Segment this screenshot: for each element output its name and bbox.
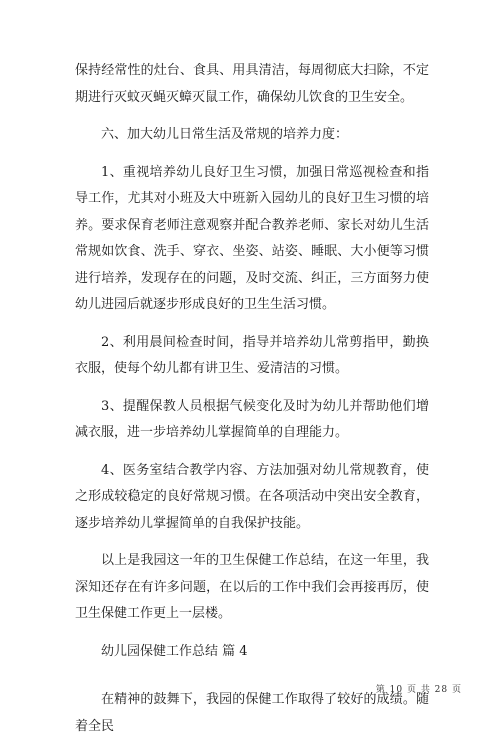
paragraph-item-4: 4、医务室结合教学内容、方法加强对幼儿常规教育，使之形成较稳定的良好常规习惯。在各项活动中突出安全教育，逐步培养幼儿掌握简单的自我保护技能。 <box>75 462 429 531</box>
page-number: 第 10 页 共 28 页 <box>375 685 462 695</box>
paragraph-kitchen-hygiene: 保持经常性的灶台、食具、用具清洁，每周彻底大扫除，不定期进行灭蚊灭蝇灭蟑灭鼠工作，确保幼儿饮食的卫生安全。 <box>75 63 429 105</box>
paragraph-item-3: 3、提醒保教人员根据气候变化及时为幼儿并帮助他们增减衣服，进一步培养幼儿掌握简单的自理能力。 <box>75 398 429 440</box>
paragraph-item-2: 2、利用晨间检查时间，指导并培养幼儿常剪指甲，勤换衣服，使每个幼儿都有讲卫生、爱清洁的习惯。 <box>75 334 429 376</box>
article-title: 幼儿园保健工作总结 篇 4 <box>101 643 248 659</box>
paragraph-summary: 以上是我园这一年的卫生保健工作总结，在这一年里，我深知还存在有许多问题，在以后的工作中我们会再接再厉，使卫生保健工作更上一层楼。 <box>75 553 429 621</box>
paragraph-item-1: 1、重视培养幼儿良好卫生习惯，加强日常巡视检查和指导工作，尤其对小班及大中班新入园幼儿的良好卫生习惯的培养。要求保育老师注意观察并配合教养老师、家长对幼儿生活常规如饮食、洗手、穿衣、坐姿、站姿、睡眠、大小便等习惯进行培养，发现存在的问题，及时交流、纠正，三方面努力使幼儿进园后就逐步形成良好的卫生生活习惯。 <box>75 164 429 312</box>
section-heading-six: 六、加大幼儿日常生活及常规的培养力度： <box>101 127 349 142</box>
paragraph-intro: 在精神的鼓舞下，我园的保健工作取得了较好的成绩。随着全民 <box>75 692 429 734</box>
document-body <box>75 58 429 740</box>
